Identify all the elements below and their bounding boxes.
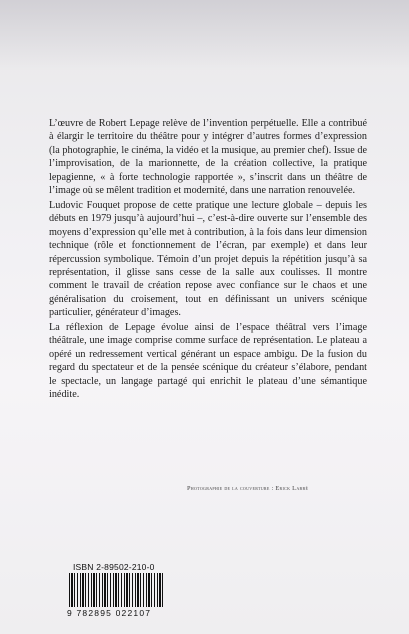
- cover-photo-credit: Photographie de la couverture : Erick Labbé: [187, 485, 309, 492]
- back-cover-blurb: [49, 117, 367, 402]
- barcode-digits: 9 782895 022107: [67, 608, 152, 618]
- isbn-label: ISBN 2-89502-210-0: [73, 562, 155, 572]
- barcode-icon: [69, 573, 165, 607]
- blurb-paragraph-3: La réflexion de Lepage évolue ainsi de l’espace théâtral vers l’image théâtrale, une image comprise comme surface de représentation. Le plateau a opéré un redressement vertical générant un espace ambigu. De la fusion du regard du spectateur et de la pensée scénique du créateur s’élabore, pendant le spectacle, un langage partagé qui enrichit le plateau d’une sémantique inédite.: [49, 321, 367, 401]
- blurb-paragraph-2: Ludovic Fouquet propose de cette pratique une lecture globale – depuis les débuts en 1979 jusqu’à aujourd’hui –, c’est-à-dire ouverte sur l’ensemble des moyens d’expression qu’elle met à contribution, à la fois dans leur dimension technique (rôle et fonctionnement de l’écran, par exemple) et dans leur répercussion symbolique. Témoin d’un projet depuis la répétition jusqu’à sa représentation, il glisse sans cesse de la salle aux coulisses. Il montre comment le travail de création repose avec confiance sur le chaos et une généralisation du croisement, tout en définissant un univers scénique particulier, générateur d’images.: [49, 199, 367, 319]
- barcode-block: [69, 562, 165, 620]
- cover-top-shading: [0, 0, 409, 70]
- blurb-paragraph-1: L’œuvre de Robert Lepage relève de l’invention perpétuelle. Elle a contribué à élargir le territoire du théâtre pour y intégrer d’autres formes d’expression (la photographie, le cinéma, la vidéo et la musique, au premier chef). Issue de l’improvisation, de la marionnette, de la création collective, la pratique lepagienne, « à forte technologie rapportée », s’inscrit dans un théâtre de l’image où se mêlent tradition et modernité, dans une narration renouvelée.: [49, 118, 367, 197]
